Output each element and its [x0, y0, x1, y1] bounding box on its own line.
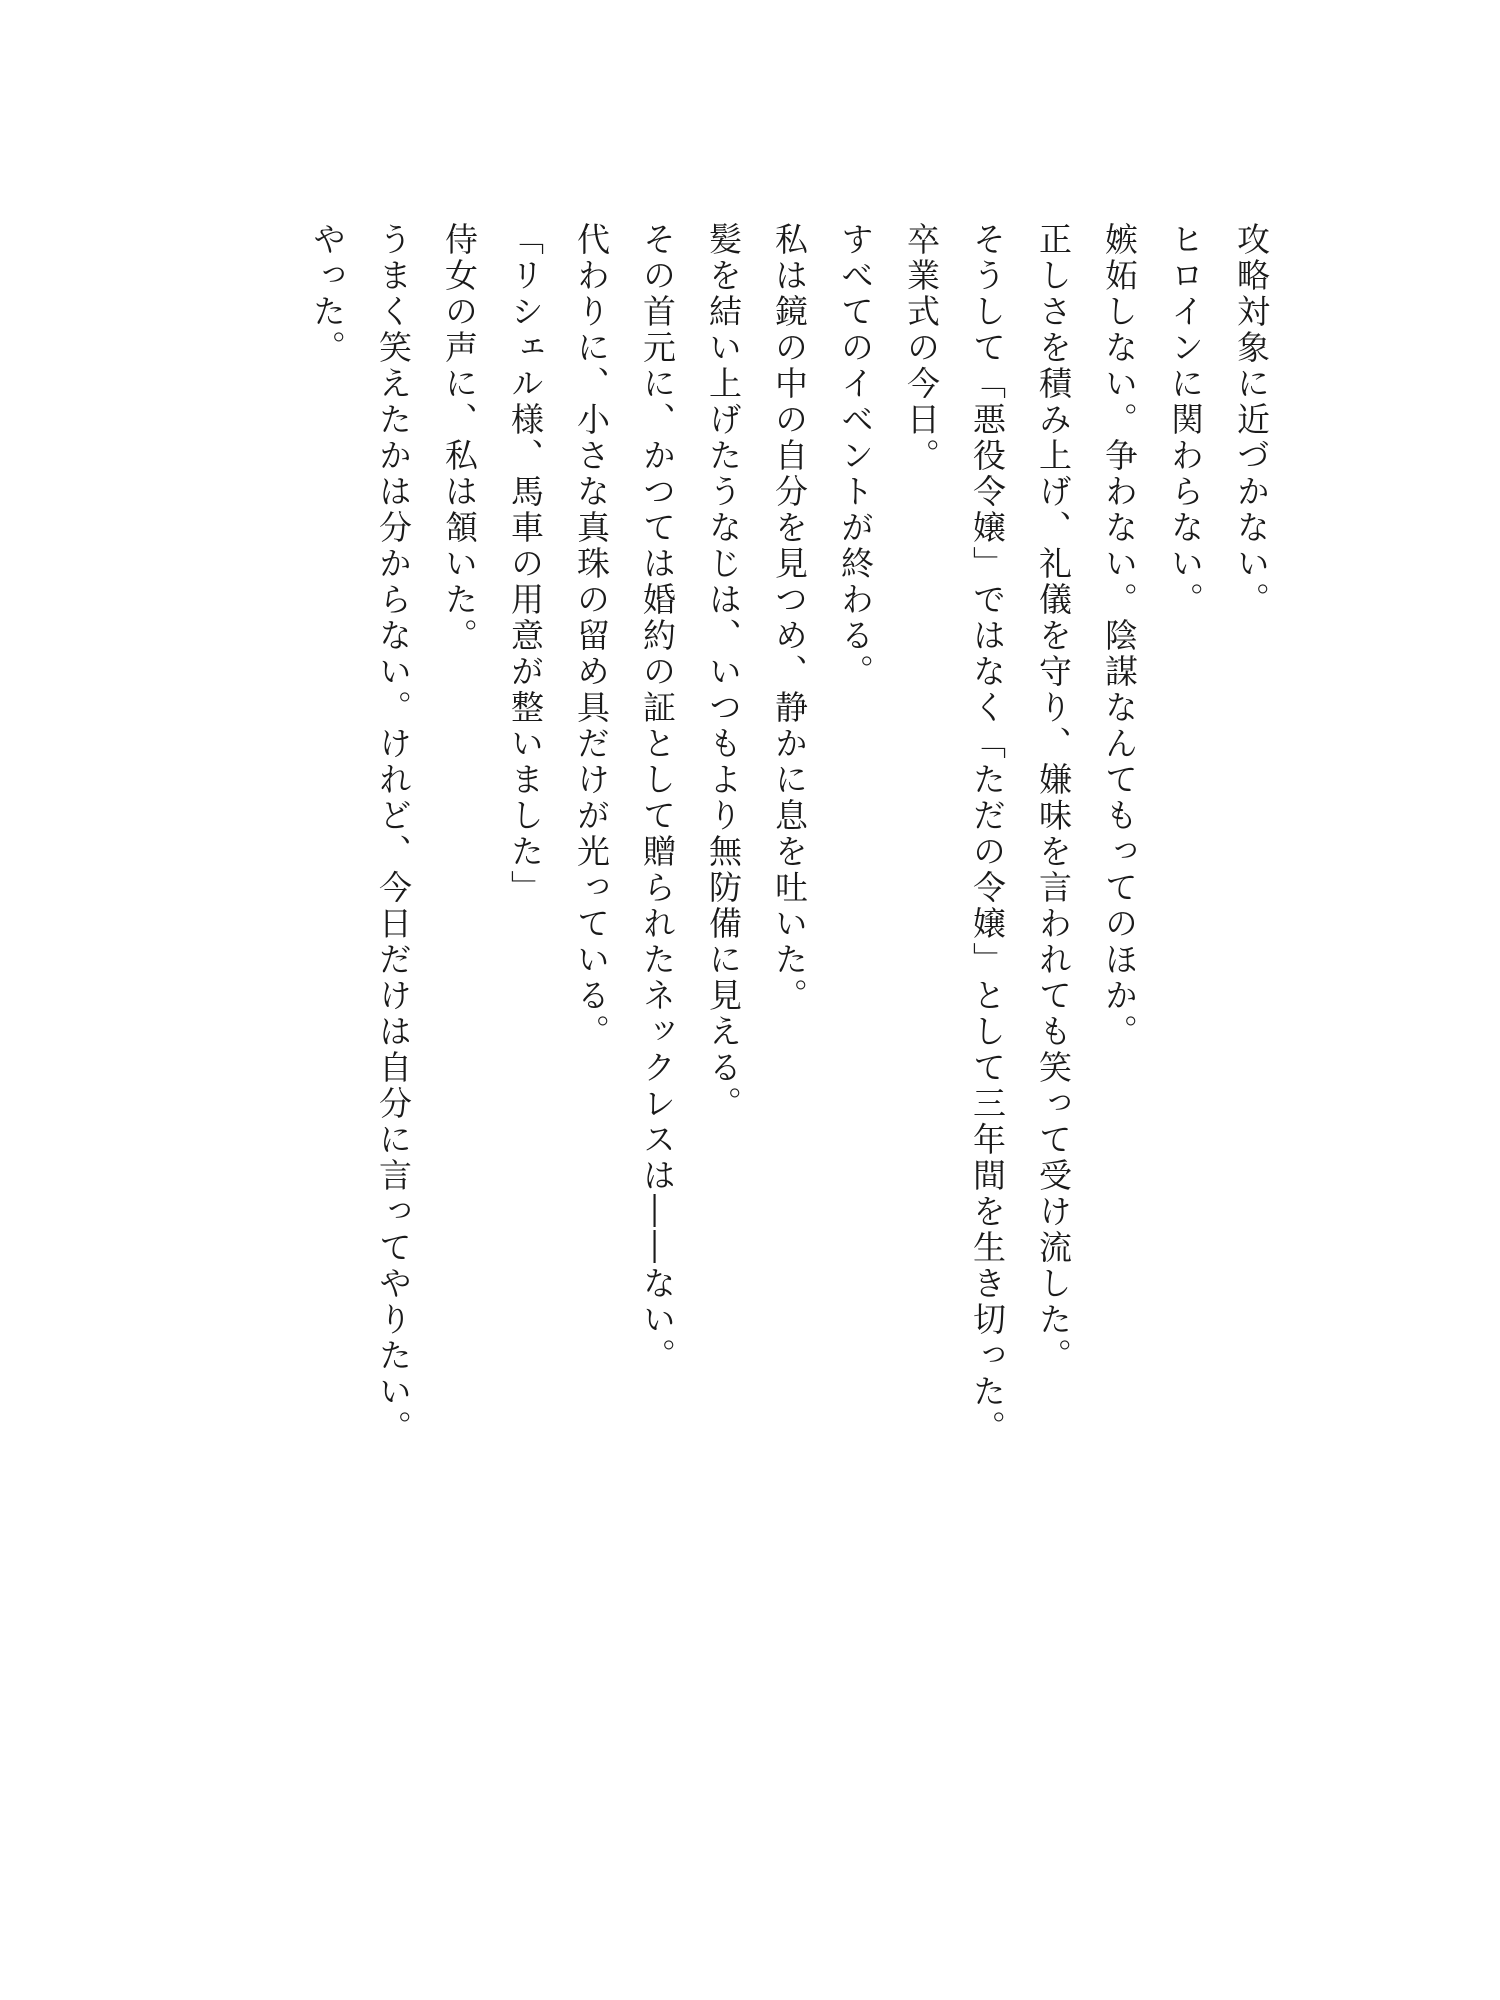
text-line: 「リシェル様、馬車の用意が整いました」	[506, 222, 545, 906]
text-line: 私は鏡の中の自分を見つめ、静かに息を吐いた。	[770, 222, 809, 1014]
text-line: 嫉妬しない。争わない。陰謀なんてもってのほか。	[1100, 222, 1139, 1050]
text-line: その首元に、かつては婚約の証として贈られたネックレスは――ない。	[638, 222, 677, 1374]
text-line: そうして「悪役令嬢」ではなく「ただの令嬢」として三年間を生き切った。	[968, 222, 1007, 1446]
text-line: 正しさを積み上げ、礼儀を守り、嫌味を言われても笑って受け流した。	[1034, 222, 1073, 1374]
text-line: すべてのイベントが終わる。	[836, 222, 875, 690]
vertical-text-body	[294, 222, 1284, 1446]
text-line: 攻略対象に近づかない。	[1232, 222, 1271, 618]
text-line: 髪を結い上げたうなじは、いつもより無防備に見える。	[704, 222, 743, 1122]
text-line: うまく笑えたかは分からない。けれど、今日だけは自分に言ってやりたい。	[374, 222, 413, 1446]
text-line: 代わりに、小さな真珠の留め具だけが光っている。	[572, 222, 611, 1050]
text-line: ヒロインに関わらない。	[1166, 222, 1205, 618]
text-line: 卒業式の今日。	[902, 222, 941, 474]
text-line: 侍女の声に、私は頷いた。	[440, 222, 479, 654]
text-line: やった。	[308, 222, 347, 366]
